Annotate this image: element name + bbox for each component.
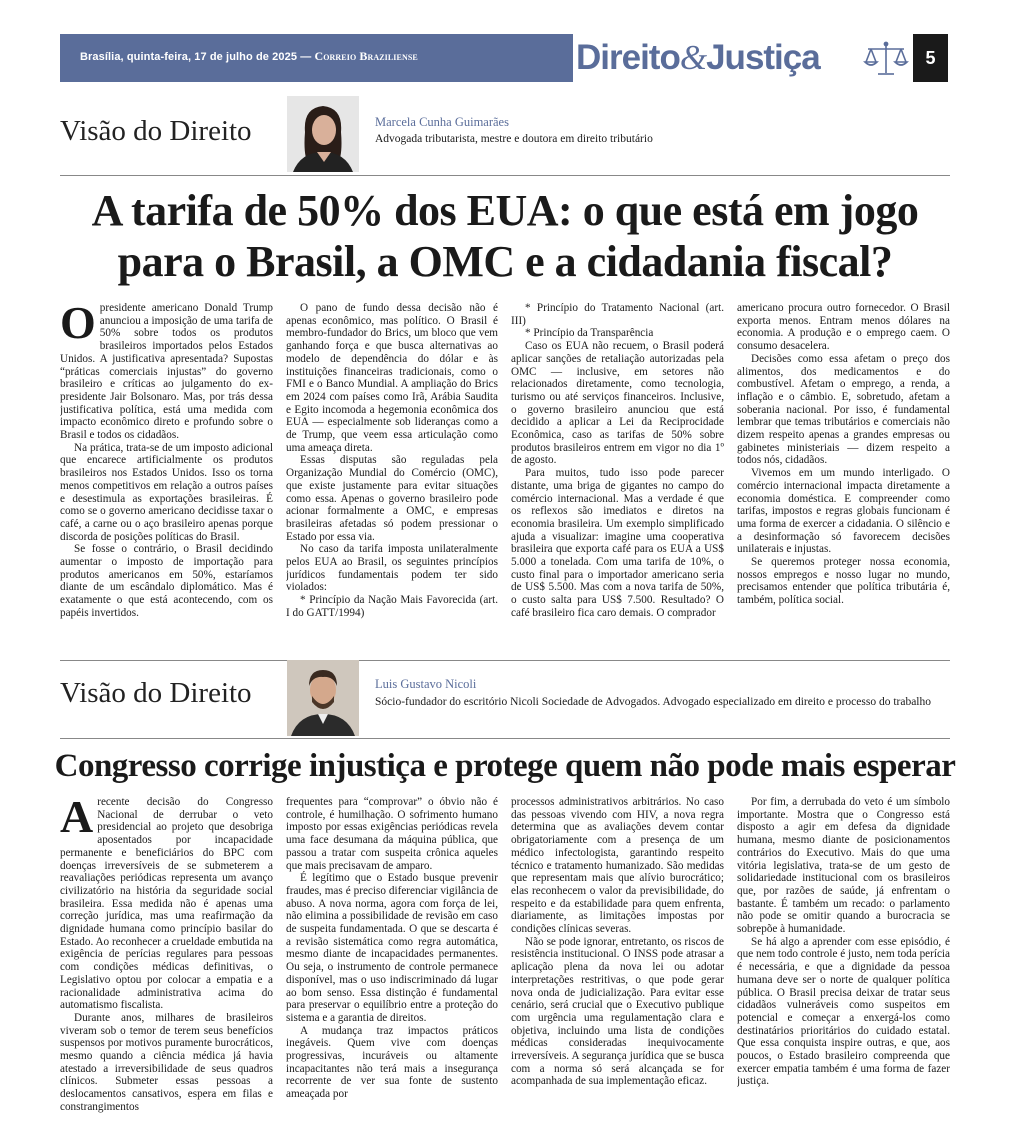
- article1-paragraph: Na prática, trata-se de um imposto adicional que encarece artificialmente os produtos brasileiros nos Estados Unidos. Isso os torna menos competitivos em relação a outros países e desestimula as exportações brasileiras. É como se o governo americano decidisse taxar o café, a carne ou o aço brasileiro apenas porque discorda de posições políticas do Brasil.: [60, 441, 273, 543]
- article2-paragraph: Por fim, a derrubada do veto é um símbolo importante. Mostra que o Congresso está disposto a agir em defesa da dignidade humana, mesmo diante de posicionamentos contrários do Executivo. Mais do que uma vitória legislativa, trata-se de um gesto de solidariedade institucional com os brasileiros que, por razões de saúde, já enfrentam o bastante. É também um recado: o parlamento não pode se omitir quando a burocracia se sobrepõe à humanidade.: [737, 796, 950, 936]
- article2-paragraph: recente decisão do Congresso Nacional de derrubar o veto presidencial ao projeto que desobriga aposentados por incapacidade permanente e beneficiários do BPC com doenças irreversíveis de se submeterem a reavaliações periódicas representa um avanço civilizatório na história da seguridade social brasileira. Essa medida não é apenas uma correção jurídica, mas uma reafirmação da dignidade humana como princípio basilar do Estado. Ao reconhecer a crueldade embutida na exigência de perícias regulares para pessoas com condições médicas definitivas, o Legislativo optou por colocar a empatia e a racionalidade administrativa acima do automatismo fiscalista.: [60, 796, 273, 1012]
- article2-author-name: Luis Gustavo Nicoli: [375, 677, 477, 691]
- article1-author-bio: Advogada tributarista, mestre e doutora em direito tributário: [375, 133, 653, 145]
- article2-column-3: [511, 796, 724, 1140]
- article1-headline-line2: para o Brasil, a OMC e a cidadania fiscal?: [117, 237, 893, 286]
- article2-column-2: [286, 796, 498, 1140]
- article2-header-rule: [60, 738, 950, 739]
- article2-paragraph: Não se pode ignorar, entretanto, os riscos de resistência institucional. O INSS pode atrasar a aplicação plena da nova lei ou adotar interpretações restritivas, o que pode gerar nova onda de judicialização. Para evitar esse cenário, será crucial que o Executivo publique com urgência uma regulamentação clara e objetiva, incluindo uma lista de condições médicas consideradas inequivocamente irreversíveis. A segurança jurídica que se busca com a norma só será alcançada se for acompanhada de sua implementação eficaz.: [511, 935, 724, 1088]
- article1-headline-line1: A tarifa de 50% dos EUA: o que está em jogo: [91, 186, 919, 235]
- article2-paragraph: processos administrativos arbitrários. No caso das pessoas vivendo com HIV, a nova regra determina que as avaliações devem contar obrigatoriamente com a presença de um médico infectologista, garantindo respeito técnico e tratamento humanizado. São medidas que representam mais que alívio burocrático; elas reconhecem o valor da previsibilidade, do respeito e da estabilidade para quem enfrenta, diariamente, as limitações impostas por condições clínicas severas.: [511, 796, 724, 936]
- date-line: [80, 49, 418, 64]
- section-title-part1: Direito: [576, 38, 680, 77]
- article2-headline: Congresso corrige injustiça e protege quem não pode mais esperar: [54, 748, 956, 784]
- article1-paragraph: No caso da tarifa imposta unilateralmente pelos EUA ao Brasil, os seguintes princípios jurídicos fundamentais podem ter sido violados:: [286, 543, 498, 594]
- article1-paragraph: Caso os EUA não recuem, o Brasil poderá aplicar sanções de retaliação autorizadas pela OMC — inclusive, em setores não relacionados diretamente, como tecnologia, turismo ou até serviços financeiros. Inclusive, o governo brasileiro anunciou que está decidido a aplicar a Lei da Reciprocidade Econômica, caso as tarifas de 50% sobre produtos brasileiros entrem em vigor no dia 1º de agosto.: [511, 340, 724, 467]
- article1-headline: [40, 185, 970, 287]
- article1-paragraph: Para muitos, tudo isso pode parecer distante, uma briga de gigantes no campo do comércio internacional. Mas a verdade é que os reflexos são imediatos e diretos na economia brasileira. Um exemplo simplificado ajuda a visualizar: imagine uma cooperativa brasileira que exporta café para os EUA a US$ 5.000 a tonelada. Com uma tarifa de 10%, o custo final para o importador americano seria de US$ 5.500. Mas com a nova tarifa de 50%, o custo salta para US$ 7.500. Resultado? O café brasileiro fica caro demais. O comprador: [511, 467, 724, 619]
- article1-paragraph: Essas disputas são reguladas pela Organização Mundial do Comércio (OMC), que existe justamente para evitar situações como essa. Apenas o governo brasileiro pode acionar formalmente a OMC, e empresas brasileiras afetadas só podem pressionar o Estado por essa via.: [286, 454, 498, 543]
- article2-dropcap: A: [60, 796, 94, 842]
- article2-author-photo: [287, 660, 359, 736]
- article1-author-photo: [287, 96, 359, 172]
- article1-top-rule: [60, 175, 950, 176]
- article2-paragraph: É legítimo que o Estado busque prevenir fraudes, mas é preciso diferenciar vigilância de abuso. A nova norma, agora com força de lei, não elimina a possibilidade de revisão em caso de suspeita fundamentada. O que se descarta é a revisão sistemática como regra automática, mesmo diante de incapacidades permanentes. Ou seja, o instrumento de controle permanece disponível, mas o uso indiscriminado dá lugar ao bom senso. Essa distinção é fundamental para preservar o equilíbrio entre a proteção do sistema e a garantia de direitos.: [286, 872, 498, 1024]
- article1-kicker: Visão do Direito: [60, 115, 252, 147]
- article1-paragraph: Se fosse o contrário, o Brasil decidindo aumentar o imposto de importação para produtos americanos em 50%, estaríamos diante de um escândalo diplomático. Mas é exatamente o que está acontecendo, com os papéis invertidos.: [60, 543, 273, 619]
- article1-paragraph: Vivemos em um mundo interligado. O comércio internacional impacta diretamente a economia doméstica. E compreender como tarifas, impostos e regras globais funcionam é uma forma de exercer a cidadania. O silêncio e a desinformação só favorecem decisões unilaterais e injustas.: [737, 467, 950, 556]
- article1-paragraph: Se queremos proteger nossa economia, nossos empregos e nosso lugar no mundo, precisamos entender que política tributária é, também, política social.: [737, 556, 950, 607]
- page-number: 5: [913, 34, 948, 82]
- article2-author-bio: Sócio-fundador do escritório Nicoli Sociedade de Advogados. Advogado especializado em direito e processo do trabalho: [375, 696, 931, 708]
- article2-top-rule: [60, 660, 950, 661]
- article1-column-2: [286, 302, 498, 644]
- article1-paragraph: * Princípio da Nação Mais Favorecida (art. I do GATT/1994): [286, 594, 498, 619]
- article1-author-name: Marcela Cunha Guimarães: [375, 115, 509, 129]
- article2-kicker: Visão do Direito: [60, 677, 252, 709]
- newspaper-brand: Correio Braziliense: [314, 49, 418, 63]
- date-text: Brasília, quinta-feira, 17 de julho de 2025 —: [80, 51, 312, 63]
- article1-dropcap: O: [60, 302, 96, 348]
- article1-column-1: [60, 302, 273, 644]
- article1-paragraph: * Princípio da Transparência: [525, 327, 654, 340]
- section-title-ampersand: &: [679, 38, 707, 77]
- article1-paragraph: Decisões como essa afetam o preço dos alimentos, dos medicamentos e do combustível. Afetam o emprego, a renda, a inflação e o câmbio. E, sobretudo, afetam a soberania nacional. Por isso, é fundamental lembrar que temas tributários e comerciais não dizem respeito apenas a grandes empresas ou gabinetes ministeriais — dizem respeito a todos nós, cidadãos.: [737, 352, 950, 467]
- scales-of-justice-icon: [862, 40, 910, 78]
- section-title-part2: Justiça: [706, 38, 820, 77]
- author-portrait-woman-image: [287, 96, 359, 172]
- article2-paragraph: Durante anos, milhares de brasileiros viveram sob o temor de terem seus benefícios suspensos por motivos puramente burocráticos, mesmo quando a ciência médica já havia atestado a irreversibilidade de seus quadros clínicos. Submeter essas pessoas a deslocamentos cansativos, espera em filas e constrangimentos: [60, 1011, 273, 1113]
- author-portrait-man-image: [287, 660, 359, 736]
- article1-paragraph: presidente americano Donald Trump anunciou a imposição de uma tarifa de 50% sobre todos os produtos brasileiros importados pelos Estados Unidos. A justificativa apresentada? Supostas “práticas comerciais injustas” do governo brasileiro e críticas ao julgamento do ex-presidente Jair Bolsonaro. Mas, por trás dessa justificativa política, está uma medida com impacto econômico direto e profundo sobre o Brasil e todos os cidadãos.: [60, 302, 273, 442]
- article2-paragraph: frequentes para “comprovar” o óbvio não é controle, é humilhação. O sofrimento humano imposto por essas exigências periódicas revela uma face desumana da máquina pública, que passou a tratar com suspeita crônica aqueles que mais precisavam de amparo.: [286, 796, 498, 872]
- article2-column-1: [60, 796, 273, 1140]
- article1-column-4: [737, 302, 950, 644]
- article1-paragraph: americano procura outro fornecedor. O Brasil exporta menos. Entram menos dólares na economia. A produção e o emprego caem. O consumo desacelera.: [737, 302, 950, 353]
- article2-paragraph: Se há algo a aprender com esse episódio, é que nem todo controle é justo, nem toda perícia é necessária, e que a dignidade da pessoa humana deve ser o norte de qualquer política pública. O Brasil precisa deixar de tratar seus cidadãos vulneráveis como suspeitos em potencial e começar a enxergá-los como destinatários prioritários do cuidado estatal. Que essa conquista inspire outras, e que, aos poucos, o Estado brasileiro compreenda que exercer empatia também é uma forma de fazer justiça.: [737, 935, 950, 1088]
- article1-column-3: [511, 302, 724, 644]
- article1-paragraph: * Princípio do Tratamento Nacional (art. III): [511, 302, 724, 327]
- article2-paragraph: A mudança traz impactos práticos inegáveis. Quem vive com doenças progressivas, incuráveis ou altamente incapacitantes não terá mais a insegurança recorrente de ver sua fonte de sustento ameaçada por: [286, 1024, 498, 1101]
- section-title: [576, 36, 820, 80]
- article2-column-4: [737, 796, 950, 1140]
- article1-paragraph: O pano de fundo dessa decisão não é apenas econômico, mas político. O Brasil é membro-fundador do Brics, um bloco que vem ganhando força e que busca alternativas ao modelo de dependência do dólar e às instituições financeiras tradicionais, como o FMI e o Banco Mundial. A ampliação do Brics em 2024 com países como Irã, Arábia Saudita e Egito incomoda a hegemonia econômica dos EUA — especialmente sob lideranças como a de Trump, que veem essa articulação como uma ameaça direta.: [286, 302, 498, 454]
